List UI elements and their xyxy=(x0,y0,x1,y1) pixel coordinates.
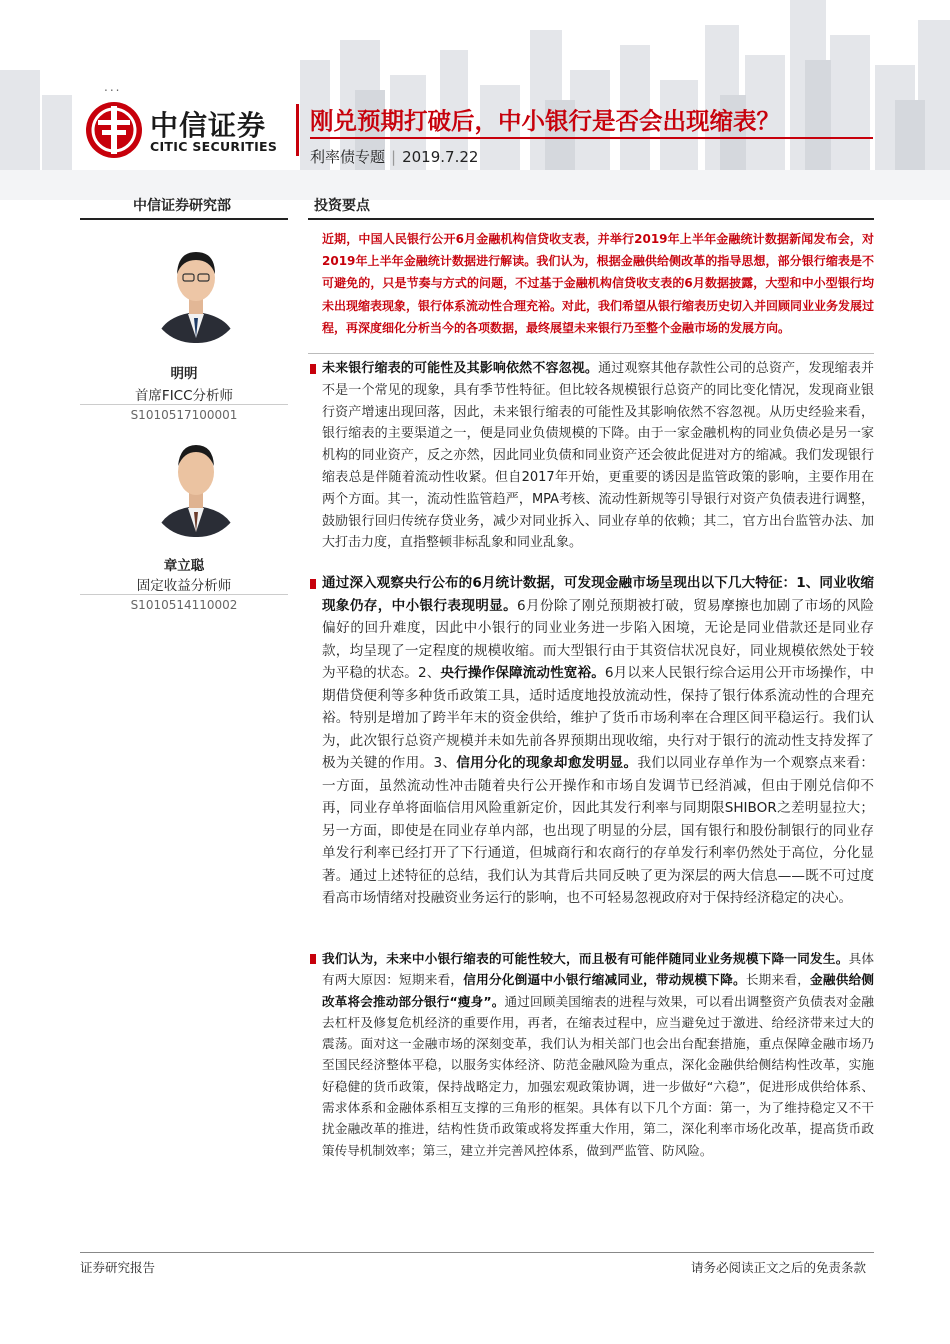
footer-report-type: 证券研究报告 xyxy=(80,1260,156,1275)
analyst-license-1: S1010517100001 xyxy=(130,408,238,422)
header-dots: ... xyxy=(104,80,122,94)
point-lead-2: 通过深入观察央行公布的6月统计数据，可发现金融市场呈现出以下几大特征：1、同业收缩现象仍存，中小银行表现明显。 xyxy=(322,575,874,614)
point-body-3b: 长期来看， xyxy=(745,972,811,988)
analyst-divider-2 xyxy=(80,594,288,595)
brand-name-cn: 中信证券 xyxy=(150,109,267,142)
point-lead-2c: 信用分化的现象却愈发明显。 xyxy=(456,755,638,771)
point-body-2a: 6月份除了刚兑预期被打破，贸易摩擦也加剧了市场的风险偏好的回升难度，因此中小银行的同业业务进一步陷入困境，无论是同业借款还是同业存款，均呈现了一定程度的规模收缩。而大型银行由于其资信状况良好，同业规模依然处于较为平稳的状态。2、 xyxy=(322,597,874,681)
footer-divider xyxy=(80,1252,874,1253)
brand-name-en: CITIC SECURITIES xyxy=(150,139,278,154)
point-body-3c: 通过回顾美国缩表的进程与效果，可以看出调整资产负债表对金融去杠杆及修复危机经济的重要作用，再者，在缩表过程中，应当避免过于激进、给经济带来过大的震荡。面对这一金融市场的深刻变革，我们认为相关部门也会出台配套措施，重点保障金融市场乃至国民经济整体平稳，以服务实体经济、防范金融风险为重点，深化金融供给侧结构性改革，实施好稳健的货币政策，保持战略定力，加强宏观政策协调，进一步做好“六稳”，促进形成供给体系、需求体系和金融体系相互支撑的三角形的框架。具体有以下几个方面：第一，为了维持稳定又不干扰金融改革的推进，结构性货币政策或将发挥重大作用，第二，深化利率市场化改革，提高货币政策传导机制效率；第三，建立并完善风控体系，做到严监管、防风险。 xyxy=(322,993,874,1158)
report-title: 刚兑预期打破后，中小银行是否会出现缩表？ xyxy=(310,107,780,135)
summary-paragraph: 近期，中国人民银行公开6月金融机构信贷收支表，并举行2019年上半年金融统计数据新闻发布会，对2019年上半年金融统计数据进行解读。我们认为，根据金融供给侧改革的指导思想，部分银行缩表是不可避免的，只是节奏与方式的问题，不过基于金融机构信贷收支表的6月数据披露，大型和中小型银行均未出现缩表现象，银行体系流动性合理充裕。对此，我们希望从银行缩表历史切入并回顾同业业务发展过程，再深度细化分析当今的各项数据，最终展望未来银行乃至整个金融市场的发展方向。 xyxy=(322,232,875,335)
section-title: 投资要点 xyxy=(314,198,370,214)
bullet-marker-1 xyxy=(310,364,316,374)
analyst-photo-1 xyxy=(150,238,242,343)
point-paragraph-1 xyxy=(322,358,874,554)
report-category: 利率债专题 xyxy=(310,148,386,166)
analyst-name-2: 章立聪 xyxy=(163,558,205,574)
analyst-photo-2 xyxy=(150,432,242,537)
analyst-name-1: 明明 xyxy=(170,366,198,382)
point-lead-3c: 金融供给侧改革将会推动部分银行“瘦身”。 xyxy=(322,972,875,1009)
citic-logo-icon xyxy=(84,100,144,160)
bullet-marker-3 xyxy=(310,954,316,964)
point-body-2c: 我们以同业存单作为一个观察点来看：一方面，虽然流动性冲击随着央行公开操作和市场自发调节已经消减，但由于刚兑信仰不再，同业存单将面临信用风险重新定价，因此其发行利率与同期限SHIBOR之差明显拉大；另一方面，即使是在同业存单内部，也出现了明显的分层，国有银行和股份制银行的同业存单发行利率已经打开了下行通道，但城商行和农商行的存单发行利率仍然处于高位，分化显著。通过上述特征的总结，我们认为其背后共同反映了更为深层的两大信息——既不可过度看高市场情绪对投融资业务运行的影响，也不可轻易忽视政府对于保持经济稳定的决心。 xyxy=(322,755,875,906)
point-body-3a: 具体有两大原因：短期来看， xyxy=(322,951,875,988)
analyst-license-2: S1010514110002 xyxy=(130,598,238,612)
bullet-marker-2 xyxy=(310,579,316,589)
analyst-divider-1 xyxy=(80,404,288,405)
report-subtitle: 利率债专题 | 2019.7.22 xyxy=(310,148,479,166)
title-accent-bar xyxy=(296,104,299,156)
point-lead-3: 我们认为，未来中小银行缩表的可能性较大，而且极有可能伴随同业业务规模下降一同发生。 xyxy=(322,951,849,966)
point-body-1: 通过观察其他存款性公司的总资产，发现缩表并不是一个常见的现象，具有季节性特征。但比较各规模银行总资产的同比变化情况，发现商业银行资产增速出现回落，因此，未来银行缩表的可能性及其影响依然不容忽视。从历史经验来看，银行缩表的主要渠道之一，便是同业负债规模的下降。由于一家金融机构的同业负债必是另一家机构的同业资产，反之亦然，因此同业负债和同业资产还会彼此促进对方的缩减。我们发现银行缩表总是伴随着流动性收紧。但自2017年开始，更重要的诱因是监管政策的影响，主要作用在两个方面。其一，流动性监管趋严，MPA考核、流动性新规等引导银行对资产负债表进行调整，鼓励银行回归传统存贷业务，减少对同业拆入、同业存单的依赖；其二，官方出台监管办法、加大打击力度，直指整顿非标乱象和同业乱象。 xyxy=(322,361,874,551)
analyst-role-1: 首席FICC分析师 xyxy=(134,388,234,404)
footer-disclaimer-link[interactable]: 请务必阅读正文之后的免责条款 xyxy=(690,1260,866,1275)
point-lead-1: 未来银行缩表的可能性及其影响依然不容忽视。 xyxy=(322,361,599,376)
point-paragraph-3 xyxy=(322,948,874,1161)
summary-divider xyxy=(308,353,874,354)
point-paragraph-2 xyxy=(322,572,874,910)
main-divider xyxy=(308,218,874,220)
point-lead-2b: 央行操作保障流动性宽裕。 xyxy=(440,665,605,681)
research-dept: 中信证券研究部 xyxy=(133,198,231,214)
sidebar-divider xyxy=(80,218,288,220)
point-lead-3b: 信用分化倒逼中小银行缩减同业，带动规模下降。 xyxy=(463,972,746,988)
point-body-2b: 6月以来人民银行综合运用公开市场操作，中期借贷便利等多种货币政策工具，适时适度地投放流动性，保持了银行体系流动性的合理充裕。特别是增加了跨半年末的资金供给，维护了货币市场利率在合理区间平稳运行。我们认为，此次银行总资产规模并未如先前各界预期出现收缩，央行对于银行的流动性支持发挥了极为关键的作用。3、 xyxy=(322,665,874,771)
analyst-role-2: 固定收益分析师 xyxy=(136,578,232,594)
report-date: 2019.7.22 xyxy=(402,148,479,166)
title-divider xyxy=(310,137,873,139)
